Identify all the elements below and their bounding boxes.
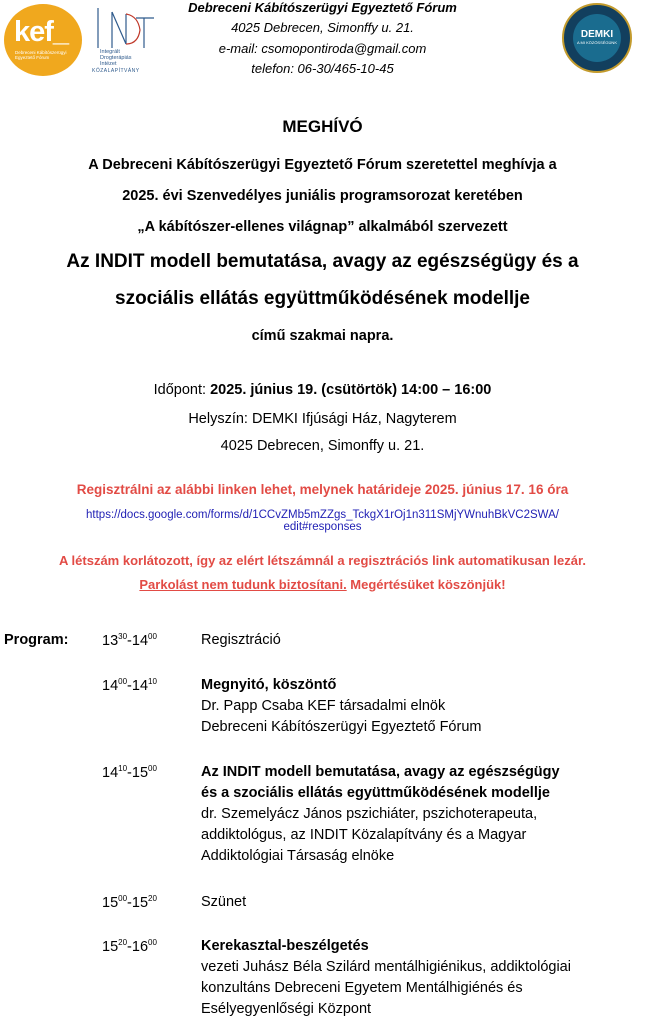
demki-logo-text: DEMKI — [580, 29, 614, 40]
limit-note: A létszám korlátozott, így az elért létszámnál a regisztrációs link automatikusan lezár. — [59, 553, 586, 568]
main-title-line-1: Az INDIT modell bemutatása, avagy az egészségügy és a — [66, 251, 579, 272]
header-phone: telefon: 06-30/465-10-45 — [251, 61, 394, 76]
subtitle: című szakmai napra. — [251, 328, 394, 344]
kef-logo-text: kef_ — [14, 16, 69, 48]
program-item-line: vezeti Juhász Béla Szilárd mentálhigiénikus, addiktológiai — [201, 959, 571, 975]
program-item — [201, 936, 641, 1020]
kef-logo-subtext: Debreceni Kábítószerügyi Egyeztető Fórum — [15, 50, 67, 60]
indit-sub-line: Drogterápiás — [100, 55, 132, 61]
event-location: Helyszín: DEMKI Ifjúsági Ház, Nagyterem — [188, 411, 457, 427]
program-item-line: Esélyegyenlőségi Központ — [201, 1001, 372, 1017]
registration-link-line[interactable]: https://docs.google.com/forms/d/1CCvZMb5mZZgs_TckgX1rOj1n311SMjYWnuhBkVC2SWA/ — [86, 509, 559, 521]
program-time: $15^{20}-16^{00}$ — [102, 938, 157, 955]
program-item — [201, 675, 641, 738]
program-item-title: Kerekasztal-beszélgetés — [201, 938, 369, 954]
intro-line-2: 2025. évi Szenvedélyes juniális programsorozat keretében — [122, 188, 523, 204]
thanks-note: Megértésüket köszönjük! — [346, 577, 506, 592]
program-item-line: dr. Szemelyácz János pszichiáter, pszichoterapeuta, — [201, 806, 538, 822]
intro-line-1: A Debreceni Kábítószerügyi Egyeztető Fórum szeretettel meghívja a — [88, 157, 557, 173]
program-item-line: addiktológus, az INDIT Közalapítvány és a Magyar — [201, 827, 527, 843]
program-item-line: konzultáns Debreceni Egyetem Mentálhigiénés és — [201, 980, 523, 996]
time-hours: (csütörtök) 14:00 – 16:00 — [317, 382, 492, 398]
program-time: $13^{30}-14^{00}$ — [102, 632, 157, 649]
intro-line-3: „A kábítószer-ellenes világnap” alkalmából szervezett — [137, 219, 508, 235]
time-date: 2025. június 19. — [210, 382, 318, 398]
program-time: $14^{00}-14^{10}$ — [102, 677, 157, 694]
program-item-line: Addiktológiai Társaság elnöke — [201, 848, 395, 864]
indit-logo-foot: KÖZALAPÍTVÁNY — [92, 68, 140, 74]
program-label: Program: — [4, 632, 69, 648]
parking-note: Parkolást nem tudunk biztosítani. — [139, 577, 347, 592]
parking-thanks-note — [0, 577, 645, 592]
program-time: $14^{10}-15^{00}$ — [102, 764, 157, 781]
demki-logo-subtext: A MI KÖZÖSSÉGÜNK — [576, 40, 617, 45]
program-item-title: Szünet — [201, 894, 247, 910]
program-item — [201, 762, 641, 867]
registration-note: Regisztrálni az alábbi linken lehet, melynek határideje 2025. június 17. 16 óra — [76, 482, 569, 497]
program-item-line: Dr. Papp Csaba KEF társadalmi elnök — [201, 698, 446, 714]
program-item — [201, 892, 641, 913]
registration-link-line[interactable]: edit#responses — [283, 521, 362, 533]
header-address: 4025 Debrecen, Simonffy u. 21. — [231, 20, 414, 35]
indit-sub-line: Integrált — [100, 49, 120, 55]
event-time — [0, 382, 645, 398]
invitation-title: MEGHÍVÓ — [282, 117, 363, 136]
header-org-name: Debreceni Kábítószerügyi Egyeztető Fórum — [188, 0, 457, 15]
program-time: $15^{00}-15^{20}$ — [102, 894, 157, 911]
event-address: 4025 Debrecen, Simonffy u. 21. — [220, 438, 425, 454]
time-label: Időpont: — [153, 382, 211, 398]
indit-sub-line: Intézet — [100, 61, 117, 67]
program-item-title: Regisztráció — [201, 632, 281, 648]
program-item-title: Megnyitó, köszöntő — [201, 677, 337, 693]
registration-link[interactable] — [0, 509, 645, 533]
program-item-title: Az INDIT modell bemutatása, avagy az egészségügy — [201, 764, 560, 780]
program-item — [201, 630, 641, 651]
main-title-line-2: szociális ellátás együttműködésének modellje — [115, 288, 530, 309]
program-item-title: és a szociális ellátás együttműködésének modellje — [201, 785, 550, 801]
header-email: e-mail: csomopontiroda@gmail.com — [218, 41, 427, 56]
program-item-line: Debreceni Kábítószerügyi Egyeztető Fórum — [201, 719, 482, 735]
